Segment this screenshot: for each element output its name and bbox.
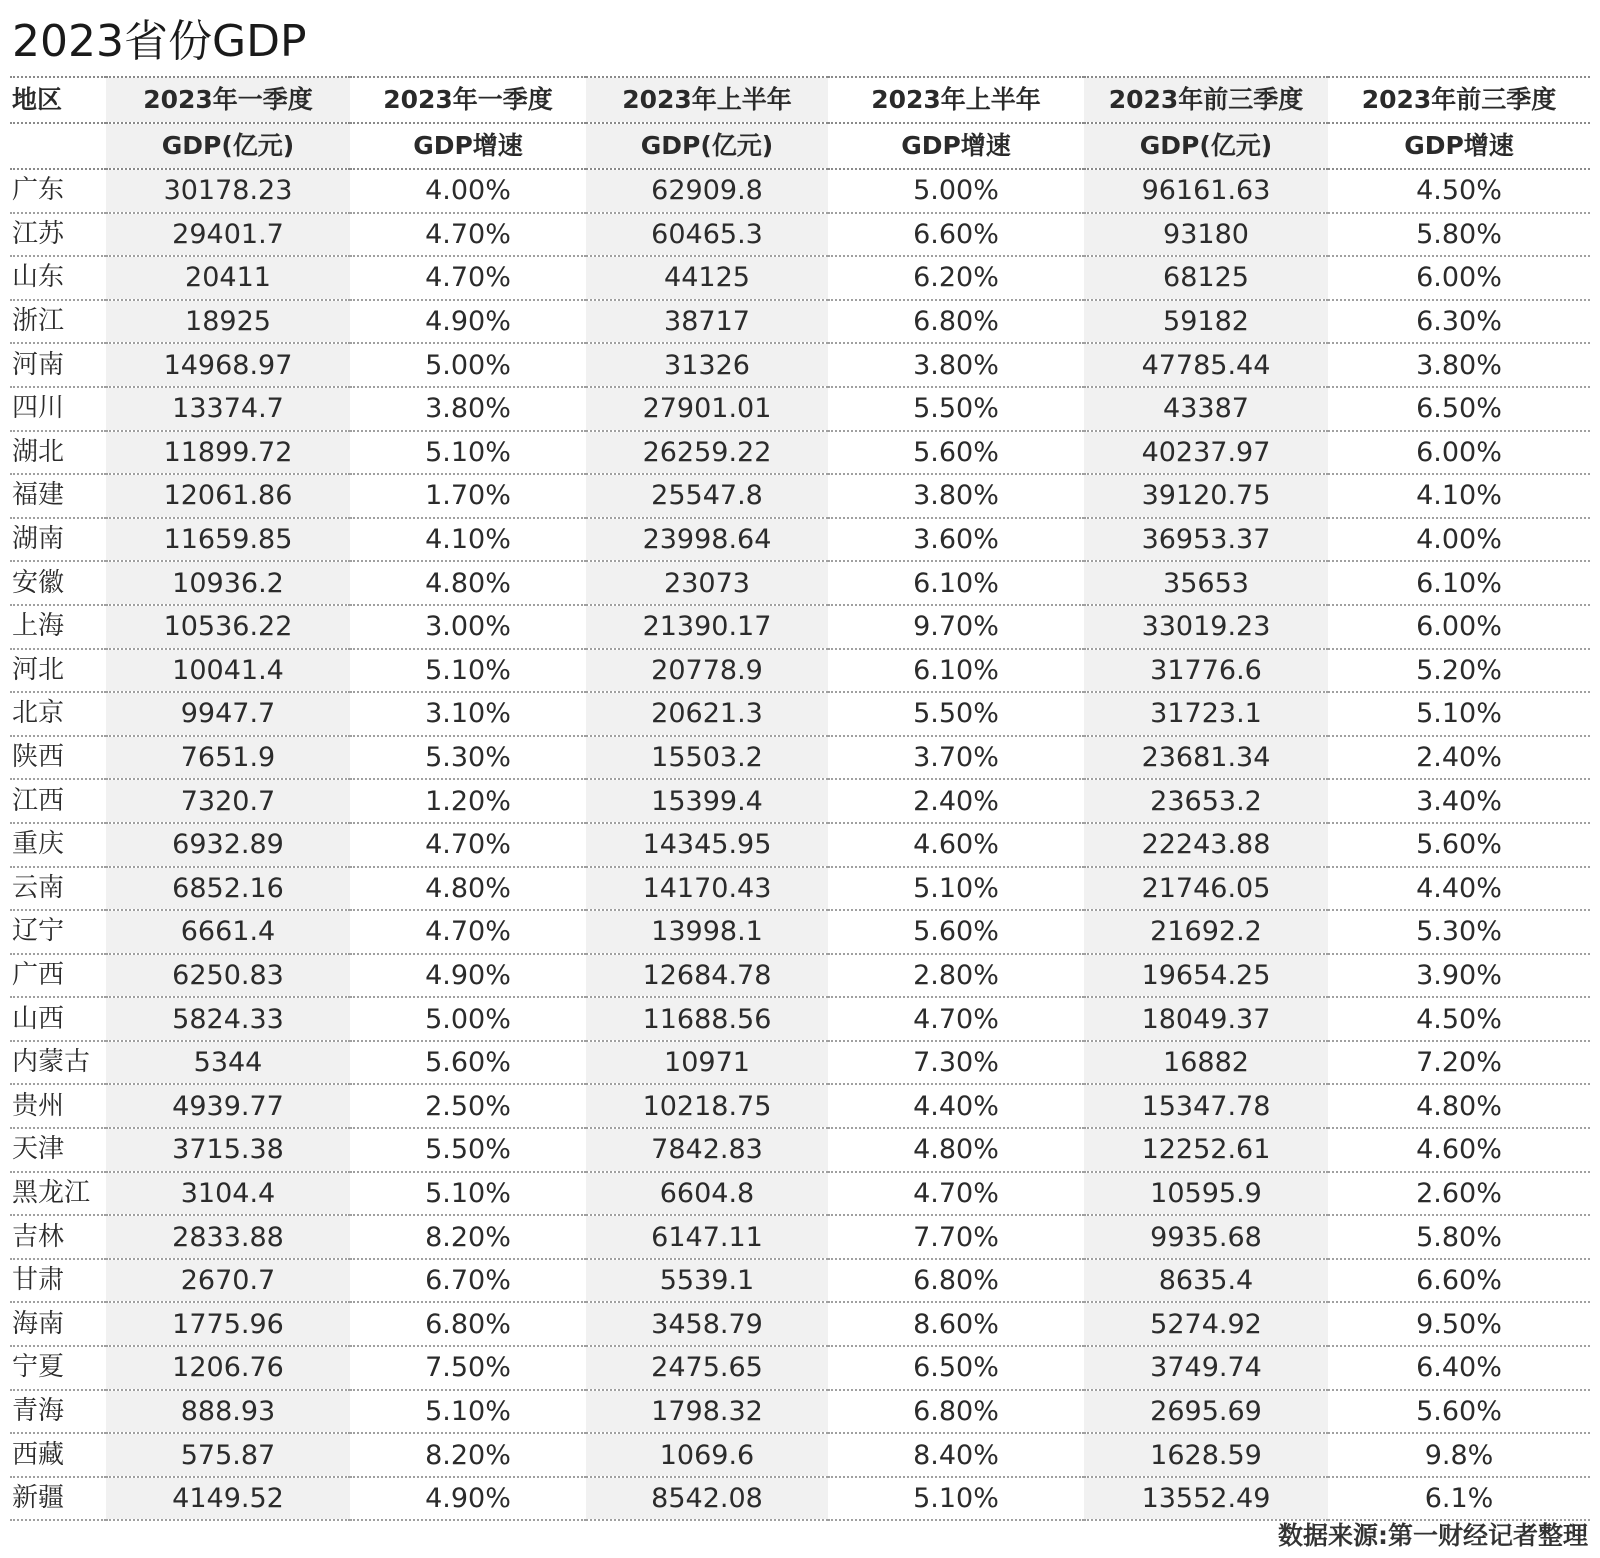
cell-q3-growth: 4.60% [1328, 1128, 1590, 1172]
cell-q3-growth: 2.60% [1328, 1172, 1590, 1216]
cell-q1-gdp: 6852.16 [106, 867, 350, 911]
cell-q1-gdp: 6932.89 [106, 823, 350, 867]
cell-h1-growth: 4.70% [828, 997, 1084, 1041]
cell-q3-growth: 4.10% [1328, 474, 1590, 518]
cell-q3-gdp: 9935.68 [1084, 1215, 1328, 1259]
table-row [10, 649, 1590, 693]
table-row [10, 300, 1590, 344]
cell-h1-gdp: 12684.78 [586, 954, 828, 998]
cell-q3-gdp: 47785.44 [1084, 343, 1328, 387]
table-row [10, 343, 1590, 387]
table-row [10, 1041, 1590, 1085]
cell-h1-gdp: 10971 [586, 1041, 828, 1085]
cell-h1-gdp: 20778.9 [586, 649, 828, 693]
cell-q3-growth: 6.60% [1328, 1259, 1590, 1303]
cell-q1-growth: 3.00% [350, 605, 586, 649]
cell-q3-gdp: 68125 [1084, 256, 1328, 300]
cell-q1-growth: 5.10% [350, 1390, 586, 1434]
cell-h1-growth: 5.60% [828, 910, 1084, 954]
cell-q3-growth: 5.80% [1328, 213, 1590, 257]
table-row [10, 1346, 1590, 1390]
cell-q3-gdp: 39120.75 [1084, 474, 1328, 518]
cell-q1-growth: 7.50% [350, 1346, 586, 1390]
cell-region: 黑龙江 [10, 1172, 106, 1216]
cell-q1-gdp: 3715.38 [106, 1128, 350, 1172]
cell-h1-growth: 6.10% [828, 561, 1084, 605]
cell-region: 青海 [10, 1390, 106, 1434]
cell-region: 江苏 [10, 213, 106, 257]
cell-q1-growth: 1.20% [350, 779, 586, 823]
cell-q1-gdp: 3104.4 [106, 1172, 350, 1216]
header-q1-gdp-bottom: GDP(亿元) [106, 123, 350, 169]
cell-q3-growth: 5.60% [1328, 823, 1590, 867]
cell-q1-gdp: 6250.83 [106, 954, 350, 998]
cell-q3-gdp: 10595.9 [1084, 1172, 1328, 1216]
cell-q3-gdp: 23653.2 [1084, 779, 1328, 823]
cell-region: 广东 [10, 169, 106, 213]
cell-h1-growth: 6.80% [828, 1259, 1084, 1303]
cell-q3-gdp: 33019.23 [1084, 605, 1328, 649]
table-row [10, 954, 1590, 998]
table-header [10, 77, 1590, 169]
cell-q3-gdp: 59182 [1084, 300, 1328, 344]
table-row [10, 779, 1590, 823]
cell-q1-growth: 4.00% [350, 169, 586, 213]
cell-q3-gdp: 31723.1 [1084, 692, 1328, 736]
cell-q3-growth: 9.50% [1328, 1302, 1590, 1346]
cell-q1-growth: 4.90% [350, 1477, 586, 1521]
cell-q1-gdp: 5344 [106, 1041, 350, 1085]
header-q3-growth-bottom: GDP增速 [1328, 123, 1590, 169]
cell-q3-gdp: 1628.59 [1084, 1433, 1328, 1477]
cell-h1-gdp: 60465.3 [586, 213, 828, 257]
table-row [10, 387, 1590, 431]
cell-h1-gdp: 21390.17 [586, 605, 828, 649]
table-row [10, 1302, 1590, 1346]
cell-h1-growth: 4.80% [828, 1128, 1084, 1172]
cell-h1-gdp: 10218.75 [586, 1084, 828, 1128]
cell-h1-growth: 5.50% [828, 692, 1084, 736]
cell-h1-growth: 5.50% [828, 387, 1084, 431]
cell-q1-growth: 5.10% [350, 649, 586, 693]
cell-h1-growth: 6.20% [828, 256, 1084, 300]
cell-q3-growth: 2.40% [1328, 736, 1590, 780]
cell-h1-growth: 6.80% [828, 1390, 1084, 1434]
cell-h1-gdp: 13998.1 [586, 910, 828, 954]
cell-q3-gdp: 5274.92 [1084, 1302, 1328, 1346]
cell-q3-growth: 4.80% [1328, 1084, 1590, 1128]
table-row [10, 736, 1590, 780]
cell-h1-growth: 7.70% [828, 1215, 1084, 1259]
cell-q1-gdp: 5824.33 [106, 997, 350, 1041]
cell-q1-growth: 8.20% [350, 1433, 586, 1477]
cell-q1-gdp: 20411 [106, 256, 350, 300]
table-row [10, 910, 1590, 954]
cell-region: 安徽 [10, 561, 106, 605]
cell-h1-gdp: 8542.08 [586, 1477, 828, 1521]
cell-region: 云南 [10, 867, 106, 911]
cell-h1-gdp: 14345.95 [586, 823, 828, 867]
cell-region: 甘肃 [10, 1259, 106, 1303]
cell-q3-gdp: 13552.49 [1084, 1477, 1328, 1521]
cell-q1-growth: 6.70% [350, 1259, 586, 1303]
cell-q3-growth: 6.10% [1328, 561, 1590, 605]
cell-h1-growth: 4.40% [828, 1084, 1084, 1128]
cell-q3-growth: 6.1% [1328, 1477, 1590, 1521]
cell-q1-growth: 4.10% [350, 518, 586, 562]
cell-h1-gdp: 15503.2 [586, 736, 828, 780]
cell-h1-gdp: 25547.8 [586, 474, 828, 518]
table-row [10, 867, 1590, 911]
cell-q1-gdp: 7651.9 [106, 736, 350, 780]
header-row-bottom [10, 123, 1590, 169]
cell-q1-growth: 5.10% [350, 1172, 586, 1216]
cell-h1-growth: 6.10% [828, 649, 1084, 693]
cell-h1-gdp: 11688.56 [586, 997, 828, 1041]
cell-q3-growth: 4.00% [1328, 518, 1590, 562]
cell-h1-gdp: 1069.6 [586, 1433, 828, 1477]
cell-q3-growth: 6.00% [1328, 605, 1590, 649]
cell-q1-gdp: 6661.4 [106, 910, 350, 954]
cell-h1-growth: 5.00% [828, 169, 1084, 213]
cell-q1-growth: 4.70% [350, 213, 586, 257]
cell-q3-gdp: 21746.05 [1084, 867, 1328, 911]
gdp-table-container [10, 76, 1590, 1521]
cell-q1-growth: 2.50% [350, 1084, 586, 1128]
cell-q3-growth: 4.50% [1328, 997, 1590, 1041]
cell-q1-growth: 4.70% [350, 256, 586, 300]
cell-q1-gdp: 18925 [106, 300, 350, 344]
cell-h1-growth: 3.80% [828, 343, 1084, 387]
cell-region: 贵州 [10, 1084, 106, 1128]
cell-q1-growth: 4.80% [350, 867, 586, 911]
cell-region: 湖北 [10, 431, 106, 475]
cell-q1-gdp: 7320.7 [106, 779, 350, 823]
cell-h1-growth: 5.10% [828, 867, 1084, 911]
cell-q3-gdp: 43387 [1084, 387, 1328, 431]
cell-q1-gdp: 9947.7 [106, 692, 350, 736]
cell-q3-gdp: 18049.37 [1084, 997, 1328, 1041]
cell-q3-growth: 3.80% [1328, 343, 1590, 387]
table-row [10, 518, 1590, 562]
cell-q3-gdp: 16882 [1084, 1041, 1328, 1085]
cell-region: 辽宁 [10, 910, 106, 954]
cell-q3-growth: 6.00% [1328, 256, 1590, 300]
cell-q3-growth: 5.80% [1328, 1215, 1590, 1259]
header-h1-growth-top: 2023年上半年 [828, 77, 1084, 123]
cell-q3-gdp: 22243.88 [1084, 823, 1328, 867]
cell-h1-growth: 2.40% [828, 779, 1084, 823]
gdp-table [10, 76, 1590, 1521]
cell-q1-growth: 8.20% [350, 1215, 586, 1259]
cell-q1-growth: 4.80% [350, 561, 586, 605]
cell-h1-gdp: 1798.32 [586, 1390, 828, 1434]
cell-q3-gdp: 35653 [1084, 561, 1328, 605]
cell-h1-gdp: 6147.11 [586, 1215, 828, 1259]
header-region-top: 地区 [10, 77, 106, 123]
table-row [10, 561, 1590, 605]
cell-h1-gdp: 23073 [586, 561, 828, 605]
cell-q3-gdp: 40237.97 [1084, 431, 1328, 475]
table-row [10, 213, 1590, 257]
table-row [10, 692, 1590, 736]
cell-h1-gdp: 2475.65 [586, 1346, 828, 1390]
cell-h1-gdp: 27901.01 [586, 387, 828, 431]
cell-q3-growth: 6.40% [1328, 1346, 1590, 1390]
cell-h1-growth: 8.60% [828, 1302, 1084, 1346]
cell-region: 北京 [10, 692, 106, 736]
header-q3-gdp-top: 2023年前三季度 [1084, 77, 1328, 123]
cell-q1-gdp: 13374.7 [106, 387, 350, 431]
cell-region: 内蒙古 [10, 1041, 106, 1085]
cell-q3-growth: 5.10% [1328, 692, 1590, 736]
table-row [10, 1390, 1590, 1434]
cell-q1-growth: 4.90% [350, 300, 586, 344]
cell-q3-gdp: 2695.69 [1084, 1390, 1328, 1434]
cell-q1-gdp: 2833.88 [106, 1215, 350, 1259]
cell-region: 河南 [10, 343, 106, 387]
cell-region: 江西 [10, 779, 106, 823]
cell-h1-gdp: 6604.8 [586, 1172, 828, 1216]
cell-q3-gdp: 31776.6 [1084, 649, 1328, 693]
table-row [10, 605, 1590, 649]
cell-q3-gdp: 12252.61 [1084, 1128, 1328, 1172]
cell-h1-growth: 6.80% [828, 300, 1084, 344]
cell-q1-growth: 5.50% [350, 1128, 586, 1172]
table-row [10, 431, 1590, 475]
cell-q1-gdp: 1775.96 [106, 1302, 350, 1346]
header-h1-gdp-bottom: GDP(亿元) [586, 123, 828, 169]
cell-q1-gdp: 2670.7 [106, 1259, 350, 1303]
cell-h1-growth: 9.70% [828, 605, 1084, 649]
cell-h1-gdp: 38717 [586, 300, 828, 344]
cell-h1-growth: 3.80% [828, 474, 1084, 518]
cell-q1-gdp: 29401.7 [106, 213, 350, 257]
cell-q3-growth: 7.20% [1328, 1041, 1590, 1085]
cell-q3-gdp: 23681.34 [1084, 736, 1328, 780]
cell-q3-growth: 6.00% [1328, 431, 1590, 475]
cell-region: 山西 [10, 997, 106, 1041]
cell-h1-gdp: 26259.22 [586, 431, 828, 475]
cell-q3-gdp: 19654.25 [1084, 954, 1328, 998]
cell-region: 重庆 [10, 823, 106, 867]
page-title: 2023省份GDP [12, 16, 307, 67]
cell-q1-gdp: 4149.52 [106, 1477, 350, 1521]
cell-region: 宁夏 [10, 1346, 106, 1390]
cell-q1-gdp: 575.87 [106, 1433, 350, 1477]
header-q1-growth-top: 2023年一季度 [350, 77, 586, 123]
table-row [10, 823, 1590, 867]
table-row [10, 1259, 1590, 1303]
cell-q3-growth: 6.50% [1328, 387, 1590, 431]
cell-q3-growth: 4.40% [1328, 867, 1590, 911]
cell-q3-gdp: 36953.37 [1084, 518, 1328, 562]
table-row [10, 1433, 1590, 1477]
cell-h1-gdp: 20621.3 [586, 692, 828, 736]
cell-q1-gdp: 1206.76 [106, 1346, 350, 1390]
cell-h1-gdp: 44125 [586, 256, 828, 300]
cell-q1-gdp: 11659.85 [106, 518, 350, 562]
cell-q3-gdp: 8635.4 [1084, 1259, 1328, 1303]
cell-region: 西藏 [10, 1433, 106, 1477]
cell-h1-growth: 5.10% [828, 1477, 1084, 1521]
cell-region: 四川 [10, 387, 106, 431]
cell-region: 上海 [10, 605, 106, 649]
cell-h1-gdp: 15399.4 [586, 779, 828, 823]
cell-q1-growth: 4.70% [350, 823, 586, 867]
cell-h1-growth: 7.30% [828, 1041, 1084, 1085]
table-row [10, 256, 1590, 300]
cell-q1-growth: 4.90% [350, 954, 586, 998]
table-row [10, 1128, 1590, 1172]
table-row [10, 169, 1590, 213]
cell-h1-growth: 4.60% [828, 823, 1084, 867]
cell-region: 福建 [10, 474, 106, 518]
cell-q1-growth: 3.80% [350, 387, 586, 431]
cell-q3-gdp: 96161.63 [1084, 169, 1328, 213]
cell-h1-growth: 6.60% [828, 213, 1084, 257]
header-q3-gdp-bottom: GDP(亿元) [1084, 123, 1328, 169]
cell-h1-gdp: 62909.8 [586, 169, 828, 213]
cell-region: 吉林 [10, 1215, 106, 1259]
cell-q3-gdp: 15347.78 [1084, 1084, 1328, 1128]
header-row-top [10, 77, 1590, 123]
cell-h1-gdp: 23998.64 [586, 518, 828, 562]
cell-q1-gdp: 10536.22 [106, 605, 350, 649]
cell-q1-gdp: 888.93 [106, 1390, 350, 1434]
cell-h1-growth: 5.60% [828, 431, 1084, 475]
header-region-bottom [10, 123, 106, 169]
cell-q3-growth: 5.20% [1328, 649, 1590, 693]
header-h1-growth-bottom: GDP增速 [828, 123, 1084, 169]
cell-q1-gdp: 10041.4 [106, 649, 350, 693]
cell-q1-growth: 5.30% [350, 736, 586, 780]
table-row [10, 1172, 1590, 1216]
cell-q1-growth: 1.70% [350, 474, 586, 518]
cell-q1-gdp: 14968.97 [106, 343, 350, 387]
header-h1-gdp-top: 2023年上半年 [586, 77, 828, 123]
table-row [10, 997, 1590, 1041]
cell-region: 河北 [10, 649, 106, 693]
cell-q3-gdp: 93180 [1084, 213, 1328, 257]
cell-h1-gdp: 14170.43 [586, 867, 828, 911]
cell-h1-gdp: 3458.79 [586, 1302, 828, 1346]
cell-h1-growth: 3.60% [828, 518, 1084, 562]
header-q1-growth-bottom: GDP增速 [350, 123, 586, 169]
cell-h1-gdp: 7842.83 [586, 1128, 828, 1172]
header-q1-gdp-top: 2023年一季度 [106, 77, 350, 123]
cell-h1-growth: 2.80% [828, 954, 1084, 998]
cell-q1-gdp: 12061.86 [106, 474, 350, 518]
cell-h1-gdp: 31326 [586, 343, 828, 387]
cell-q1-gdp: 4939.77 [106, 1084, 350, 1128]
cell-h1-growth: 4.70% [828, 1172, 1084, 1216]
cell-region: 湖南 [10, 518, 106, 562]
cell-q1-gdp: 11899.72 [106, 431, 350, 475]
table-row [10, 1477, 1590, 1521]
cell-q3-growth: 5.30% [1328, 910, 1590, 954]
table-body [10, 169, 1590, 1520]
cell-region: 新疆 [10, 1477, 106, 1521]
cell-q1-growth: 3.10% [350, 692, 586, 736]
cell-h1-growth: 3.70% [828, 736, 1084, 780]
cell-q3-growth: 3.90% [1328, 954, 1590, 998]
source-note: 数据来源:第一财经记者整理 [1278, 1521, 1588, 1550]
cell-q3-growth: 6.30% [1328, 300, 1590, 344]
cell-h1-growth: 8.40% [828, 1433, 1084, 1477]
cell-region: 广西 [10, 954, 106, 998]
table-row [10, 474, 1590, 518]
cell-q1-growth: 5.00% [350, 343, 586, 387]
cell-region: 陕西 [10, 736, 106, 780]
cell-region: 浙江 [10, 300, 106, 344]
cell-q3-growth: 5.60% [1328, 1390, 1590, 1434]
table-row [10, 1084, 1590, 1128]
cell-region: 海南 [10, 1302, 106, 1346]
cell-h1-gdp: 5539.1 [586, 1259, 828, 1303]
cell-q1-growth: 6.80% [350, 1302, 586, 1346]
cell-q1-growth: 4.70% [350, 910, 586, 954]
cell-q1-growth: 5.60% [350, 1041, 586, 1085]
cell-q3-growth: 9.8% [1328, 1433, 1590, 1477]
cell-q1-growth: 5.00% [350, 997, 586, 1041]
table-row [10, 1215, 1590, 1259]
cell-q3-growth: 4.50% [1328, 169, 1590, 213]
cell-q3-gdp: 21692.2 [1084, 910, 1328, 954]
cell-q3-gdp: 3749.74 [1084, 1346, 1328, 1390]
cell-region: 山东 [10, 256, 106, 300]
header-q3-growth-top: 2023年前三季度 [1328, 77, 1590, 123]
cell-q1-gdp: 10936.2 [106, 561, 350, 605]
cell-q3-growth: 3.40% [1328, 779, 1590, 823]
cell-region: 天津 [10, 1128, 106, 1172]
cell-q1-gdp: 30178.23 [106, 169, 350, 213]
cell-h1-growth: 6.50% [828, 1346, 1084, 1390]
cell-q1-growth: 5.10% [350, 431, 586, 475]
